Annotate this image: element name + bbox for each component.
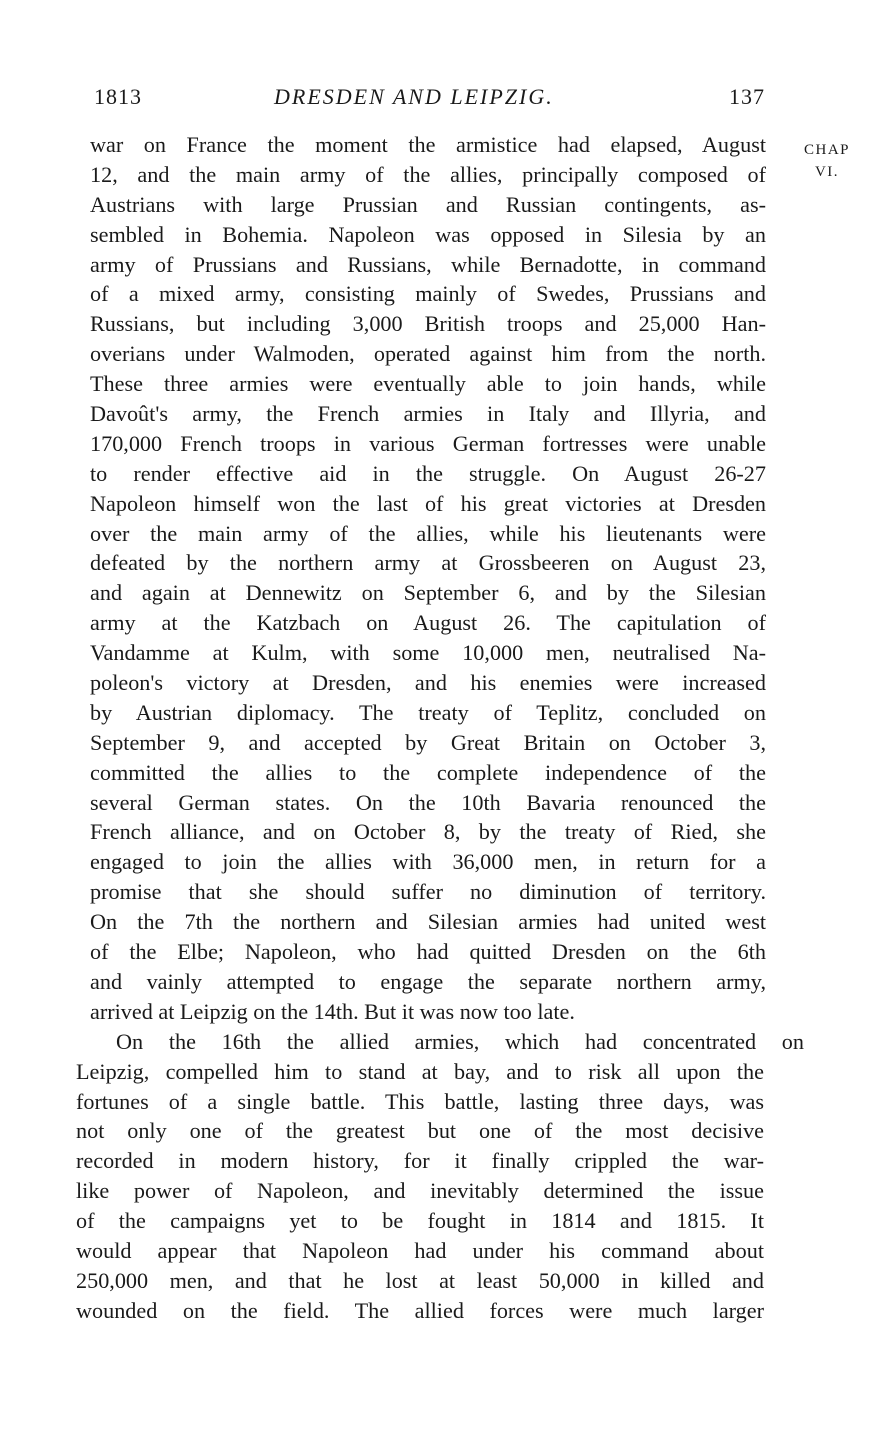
text-line: wounded on the field. The allied forces were much larger: [76, 1297, 764, 1323]
text-line: Vandamme at Kulm, with some 10,000 men, neutralised Na-: [90, 640, 766, 666]
text-line: defeated by the northern army at Grossbeeren on August 23,: [90, 550, 766, 576]
text-line: committed the allies to the complete independence of the: [90, 759, 766, 785]
text-line: poleon's victory at Dresden, and his enemies were increased: [90, 670, 766, 696]
text-line: would appear that Napoleon had under his command about: [76, 1237, 764, 1263]
text-line: Napoleon himself won the last of his great victories at Dresden: [90, 490, 766, 516]
text-line: These three armies were eventually able to join hands, while: [90, 371, 766, 397]
text-line: to render effective aid in the struggle. On August 26-27: [90, 460, 766, 486]
text-line: 170,000 French troops in various German fortresses were unable: [90, 430, 766, 456]
margin-note-chapter-number: VI.: [814, 164, 840, 180]
text-line: overians under Walmoden, operated against him from the north.: [90, 341, 766, 367]
text-line: Russians, but including 3,000 British troops and 25,000 Han-: [90, 311, 766, 337]
text-line: Davoût's army, the French armies in Italy and Illyria, and: [90, 401, 766, 427]
text-line: engaged to join the allies with 36,000 men, in return for a: [90, 849, 766, 875]
text-line: of the campaigns yet to be fought in 1814 and 1815. It: [76, 1208, 764, 1234]
header-year: 1813: [94, 84, 142, 109]
text-line: army of Prussians and Russians, while Bernadotte, in command: [90, 251, 766, 277]
text-line: by Austrian diplomacy. The treaty of Teplitz, concluded on: [90, 699, 766, 725]
header-title: DRESDEN AND LEIPZIG.: [274, 84, 554, 109]
body-text: [76, 130, 804, 1326]
text-line: army at the Katzbach on August 26. The capitulation of: [90, 610, 766, 636]
text-line: Leipzig, compelled him to stand at bay, and to risk all upon the: [76, 1058, 764, 1084]
text-line: and vainly attempted to engage the separate northern army,: [90, 968, 766, 994]
text-line: September 9, and accepted by Great Britain on October 3,: [90, 729, 766, 755]
text-line: sembled in Bohemia. Napoleon was opposed in Silesia by an: [90, 221, 766, 247]
text-line: fortunes of a single battle. This battle, lasting three days, was: [76, 1088, 764, 1114]
text-line: and again at Dennewitz on September 6, and by the Silesian: [90, 580, 766, 606]
text-line: arrived at Leipzig on the 14th. But it was now too late.: [90, 998, 575, 1024]
text-line: recorded in modern history, for it finally crippled the war-: [76, 1148, 764, 1174]
text-line: of a mixed army, consisting mainly of Swedes, Prussians and: [90, 281, 766, 307]
chapter-margin-note: [789, 139, 865, 183]
margin-note-chap: CHAP: [803, 142, 850, 158]
running-header: [0, 84, 891, 118]
text-line: not only one of the greatest but one of the most decisive: [76, 1118, 764, 1144]
page-number: 137: [729, 84, 765, 109]
text-line: over the main army of the allies, while his lieutenants were: [90, 520, 766, 546]
text-line: On the 7th the northern and Silesian armies had united west: [90, 909, 766, 935]
text-line: Austrians with large Prussian and Russian contingents, as-: [90, 191, 766, 217]
text-line: like power of Napoleon, and inevitably determined the issue: [76, 1178, 764, 1204]
text-line: of the Elbe; Napoleon, who had quitted Dresden on the 6th: [90, 939, 766, 965]
text-line: promise that she should suffer no diminution of territory.: [90, 879, 766, 905]
text-line: several German states. On the 10th Bavaria renounced the: [90, 789, 766, 815]
text-line: 12, and the main army of the allies, principally composed of: [90, 161, 766, 187]
text-line: On the 16th the allied armies, which had concentrated on: [116, 1028, 804, 1054]
text-line: 250,000 men, and that he lost at least 50,000 in killed and: [76, 1267, 764, 1293]
text-line: French alliance, and on October 8, by the treaty of Ried, she: [90, 819, 766, 845]
text-line: war on France the moment the armistice had elapsed, August: [90, 132, 766, 157]
